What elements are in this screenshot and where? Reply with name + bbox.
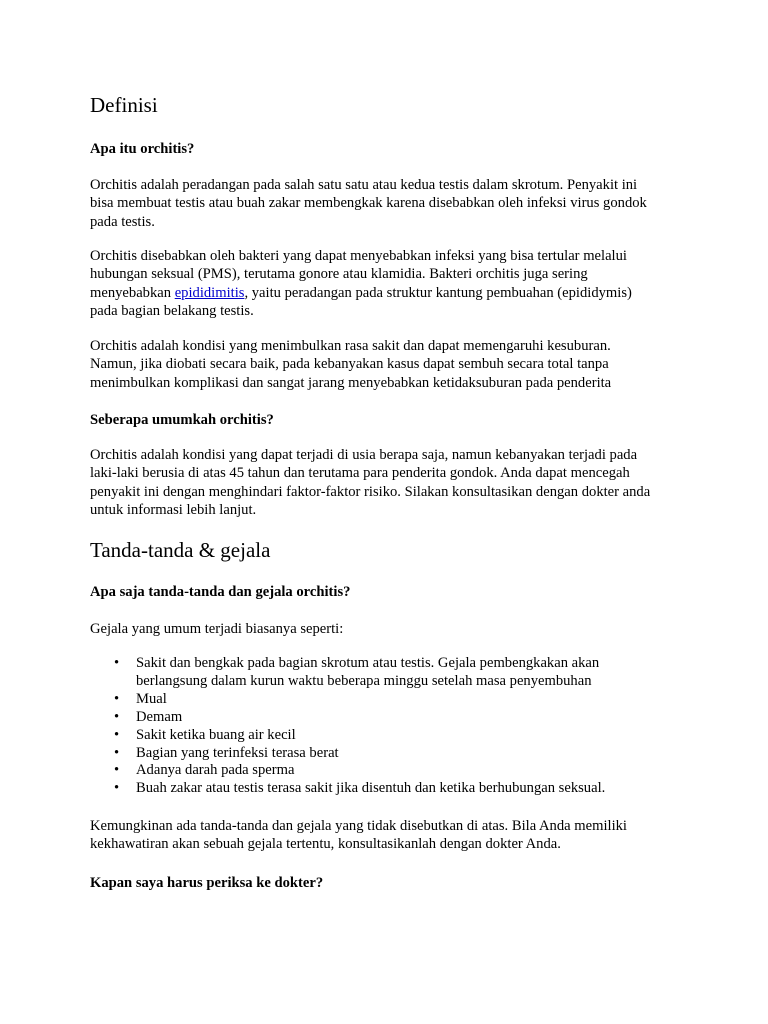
list-item [90, 727, 605, 745]
list-item [90, 691, 605, 709]
paragraph-definisi-2 [90, 247, 632, 320]
list-item-text: Sakit ketika buang air kecil [136, 726, 296, 743]
list-item [90, 655, 605, 691]
bullet-icon: • [114, 762, 120, 779]
list-item-text: Bagian yang terinfeksi terasa berat [136, 744, 339, 761]
paragraph-umum [90, 446, 650, 519]
list-item [90, 745, 605, 763]
text-line: pada bagian belakang testis. [90, 302, 254, 319]
subheading-kapan-periksa: Kapan saya harus periksa ke dokter? [90, 875, 324, 891]
list-item [90, 709, 605, 727]
text-line: Orchitis adalah peradangan pada salah satu satu atau kedua testis dalam skrotum. Penyakit ini [90, 177, 638, 193]
bullet-icon: • [114, 726, 120, 743]
list-item-text: Sakit dan bengkak pada bagian skrotum atau testis. Gejala pembengkakan akan [136, 655, 600, 671]
bullet-icon: • [114, 655, 120, 671]
list-item-text: Buah zakar atau testis terasa sakit jika disentuh dan ketika berhubungan seksual. [136, 780, 606, 797]
paragraph-gejala-outro [90, 817, 627, 854]
text-line: penyakit ini dengan menghindari faktor-faktor risiko. Silakan konsultasikan dengan dokter anda [90, 483, 651, 500]
text-line: untuk informasi lebih lanjut. [90, 501, 257, 518]
paragraph-definisi-1 [90, 176, 647, 231]
text-line: bisa membuat testis atau buah zakar membengkak karena disebabkan oleh infeksi virus gondok [90, 195, 647, 212]
list-item [90, 762, 605, 780]
text-fragment: , yaitu peradangan pada struktur kantung pembuahan (epididymis) [244, 284, 632, 301]
text-line: Kemungkinan ada tanda-tanda dan gejala yang tidak disebutkan di atas. Bila Anda memiliki [90, 818, 627, 834]
subheading-apa-saja-gejala: Apa saja tanda-tanda dan gejala orchitis? [90, 584, 351, 600]
text-line: Namun, jika diobati secara baik, pada kebanyakan kasus dapat sembuh secara total tanpa [90, 356, 609, 373]
text-line: pada testis. [90, 213, 155, 230]
subheading-apa-itu-orchitis: Apa itu orchitis? [90, 141, 195, 157]
bullet-icon: • [114, 708, 120, 725]
text-line: menimbulkan komplikasi dan sangat jarang menyebabkan ketidaksuburan pada penderita [90, 374, 612, 391]
symptom-list [90, 655, 605, 798]
text-fragment: menyebabkan [90, 284, 175, 301]
list-item [90, 780, 605, 798]
text-line: kekhawatiran akan sebuah gejala tertentu, konsultasikanlah dengan dokter Anda. [90, 836, 561, 853]
list-item-text: Demam [136, 708, 183, 725]
epididimitis-link[interactable]: epididimitis [174, 284, 245, 301]
text-line: laki-laki berusia di atas 45 tahun dan terutama para penderita gondok. Anda dapat mencegah [90, 465, 630, 482]
text-line: Orchitis adalah kondisi yang dapat terjadi di usia berapa saja, namun kebanyakan terjadi pada [90, 447, 638, 463]
text-line: Orchitis adalah kondisi yang menimbulkan rasa sakit dan dapat memengaruhi kesuburan. [90, 338, 611, 354]
bullet-icon: • [114, 690, 120, 707]
paragraph-gejala-intro: Gejala yang umum terjadi biasanya seperti: [90, 621, 344, 637]
bullet-icon: • [114, 744, 120, 761]
bullet-icon: • [114, 780, 120, 797]
heading-tanda-gejala: Tanda-tanda & gejala [90, 538, 271, 562]
heading-definisi: Definisi [90, 93, 158, 117]
text-line: Orchitis disebabkan oleh bakteri yang dapat menyebabkan infeksi yang bisa tertular melalui [90, 248, 627, 264]
paragraph-definisi-3 [90, 337, 611, 392]
list-item-text: Adanya darah pada sperma [136, 762, 295, 779]
list-item-text: Mual [136, 690, 167, 707]
text-line-with-link [90, 284, 632, 302]
list-item-text: berlangsung dalam kurun waktu beberapa minggu setelah masa penyembuhan [136, 672, 592, 689]
subheading-seberapa-umum: Seberapa umumkah orchitis? [90, 412, 274, 428]
text-line: hubungan seksual (PMS), terutama gonore atau klamidia. Bakteri orchitis juga sering [90, 266, 588, 283]
